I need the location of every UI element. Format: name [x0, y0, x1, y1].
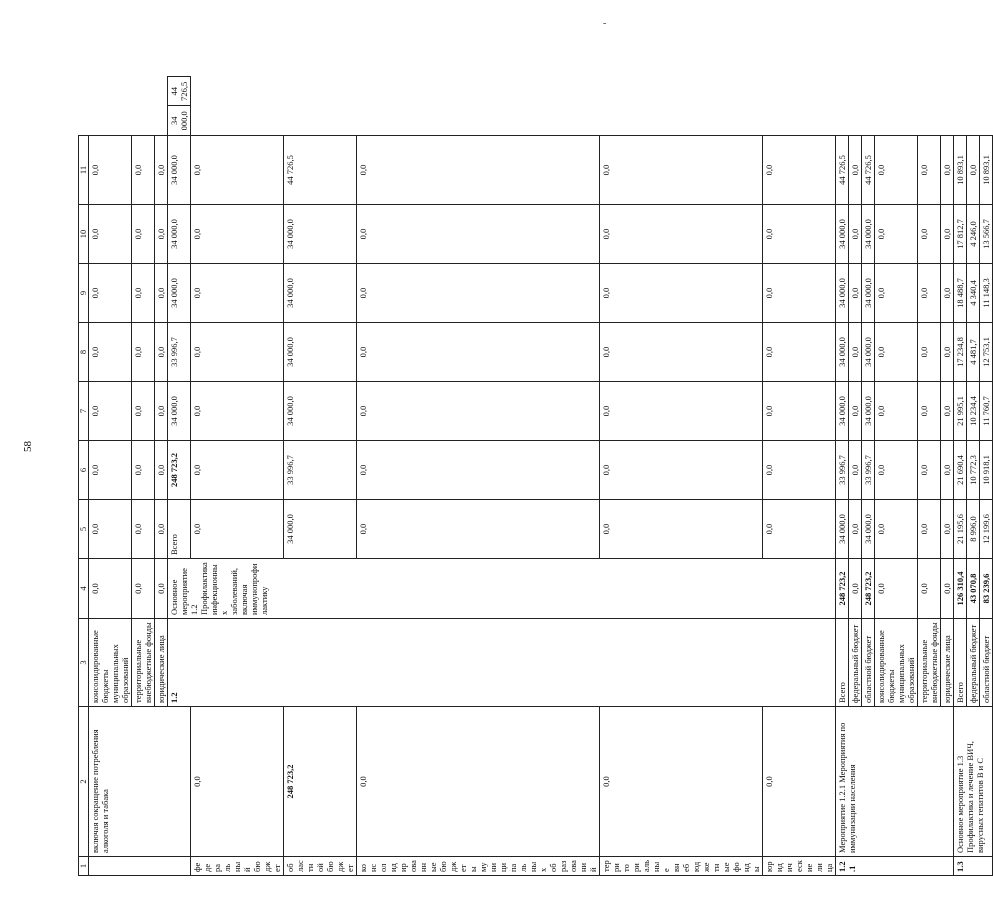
row-code: 1.3 — [954, 857, 993, 876]
value-cell: 0,0 — [89, 500, 132, 559]
value-cell: 34 000,0 — [862, 382, 875, 441]
value-cell: 0,0 — [763, 707, 836, 857]
value-cell: 0,0 — [941, 205, 954, 264]
value-cell: 0,0 — [918, 441, 941, 500]
value-cell: 0,0 — [763, 382, 836, 441]
value-cell: 0,0 — [875, 382, 918, 441]
value-cell: 0,0 — [191, 382, 284, 441]
value-cell: 0,0 — [600, 382, 763, 441]
value-cell: 0,0 — [941, 559, 954, 619]
funding-source: территориальные внебюджетные фонды — [600, 857, 763, 876]
row-code — [89, 857, 191, 876]
value-cell: 33 996,7 — [284, 441, 357, 500]
value-cell: 0,0 — [875, 205, 918, 264]
value-cell: 0,0 — [155, 205, 168, 264]
header-cell: 10 — [79, 205, 89, 264]
funding-source: юридические лица — [155, 619, 168, 707]
value-cell: 0,0 — [191, 500, 284, 559]
funding-source: Всего — [168, 500, 191, 559]
value-cell: 0,0 — [155, 500, 168, 559]
header-cell: 1 — [79, 857, 89, 876]
value-cell: 0,0 — [918, 205, 941, 264]
funding-source: территориальные внебюджетные фонды — [918, 619, 941, 707]
value-cell: 0,0 — [155, 264, 168, 323]
value-cell: 0,0 — [600, 500, 763, 559]
header-cell: 3 — [79, 619, 89, 707]
funding-source: консолидированные бюджеты муниципальных образований — [89, 619, 132, 707]
value-cell: 34 000,0 — [284, 205, 357, 264]
value-cell: 248 723,2 — [284, 707, 357, 857]
value-cell: 0,0 — [849, 205, 862, 264]
value-cell: 44 726,5 — [168, 77, 191, 107]
value-cell: 0,0 — [132, 382, 155, 441]
value-cell: 34 000,0 — [168, 205, 191, 264]
funding-source: федеральный бюджет — [849, 619, 862, 707]
value-cell: 0,0 — [89, 205, 132, 264]
value-cell: 0,0 — [357, 323, 600, 382]
value-cell: 0,0 — [600, 264, 763, 323]
table-row — [836, 77, 849, 876]
funding-source: юридические лица — [763, 857, 836, 876]
rotated-table-container — [78, 76, 991, 876]
value-cell: 21 690,4 — [954, 441, 967, 500]
value-cell: 0,0 — [132, 205, 155, 264]
value-cell: 0,0 — [849, 136, 862, 205]
value-cell: 248 723,2 — [836, 559, 849, 619]
value-cell: 0,0 — [132, 136, 155, 205]
header-cell: 2 — [79, 707, 89, 857]
value-cell: 0,0 — [357, 441, 600, 500]
value-cell: 21 195,6 — [954, 500, 967, 559]
row-code: 1.2.1 — [836, 857, 954, 876]
value-cell: 34 000,0 — [836, 382, 849, 441]
value-cell: 0,0 — [357, 707, 600, 857]
value-cell: 12 199,6 — [980, 500, 993, 559]
value-cell: 0,0 — [849, 500, 862, 559]
table-row — [284, 77, 357, 876]
value-cell: 0,0 — [918, 264, 941, 323]
value-cell: 0,0 — [875, 264, 918, 323]
value-cell: 0,0 — [875, 441, 918, 500]
value-cell: 43 070,8 — [967, 559, 980, 619]
value-cell: 0,0 — [132, 559, 155, 619]
value-cell: 0,0 — [89, 323, 132, 382]
value-cell: 10 893,1 — [980, 136, 993, 205]
value-cell: 34 000,0 — [862, 323, 875, 382]
value-cell: 34 000,0 — [284, 382, 357, 441]
funding-source: консолидированные бюджеты муниципальных образований — [357, 857, 600, 876]
value-cell: 0,0 — [875, 136, 918, 205]
value-cell: 0,0 — [941, 323, 954, 382]
value-cell: 0,0 — [155, 323, 168, 382]
value-cell: 10 234,4 — [967, 382, 980, 441]
funding-source: областной бюджет — [284, 857, 357, 876]
value-cell: 83 239,6 — [980, 559, 993, 619]
value-cell: 0,0 — [941, 441, 954, 500]
header-cell: 8 — [79, 323, 89, 382]
value-cell: 44 726,5 — [862, 136, 875, 205]
table-row — [89, 77, 132, 876]
value-cell: 0,0 — [191, 264, 284, 323]
value-cell: 0,0 — [918, 559, 941, 619]
value-cell: 0,0 — [763, 500, 836, 559]
value-cell: 0,0 — [132, 441, 155, 500]
value-cell: 0,0 — [918, 136, 941, 205]
value-cell: 0,0 — [763, 136, 836, 205]
corner-mark: - — [603, 18, 607, 29]
value-cell: 248 723,2 — [862, 559, 875, 619]
header-cell: 4 — [79, 559, 89, 619]
value-cell: 0,0 — [155, 559, 168, 619]
value-cell: 13 566,7 — [980, 205, 993, 264]
value-cell: 0,0 — [191, 136, 284, 205]
value-cell: 0,0 — [875, 500, 918, 559]
value-cell: 33 996,7 — [168, 323, 191, 382]
value-cell: 34 000,0 — [836, 205, 849, 264]
funding-source: областной бюджет — [980, 619, 993, 707]
value-cell: 34 000,0 — [284, 500, 357, 559]
table-row — [954, 77, 967, 876]
page-number: 58 — [22, 441, 34, 452]
value-cell: 0,0 — [941, 136, 954, 205]
value-cell: 0,0 — [849, 559, 862, 619]
value-cell: 0,0 — [918, 382, 941, 441]
value-cell: 34 000,0 — [168, 106, 191, 136]
value-cell: 4 246,0 — [967, 205, 980, 264]
value-cell: 17 812,7 — [954, 205, 967, 264]
value-cell: 0,0 — [191, 205, 284, 264]
value-cell: 34 000,0 — [836, 264, 849, 323]
value-cell: 0,0 — [89, 136, 132, 205]
budget-table — [78, 76, 993, 876]
value-cell: 34 000,0 — [284, 323, 357, 382]
funding-source: федеральный бюджет — [191, 857, 284, 876]
value-cell: 0,0 — [849, 382, 862, 441]
value-cell: 0,0 — [600, 441, 763, 500]
value-cell: 34 000,0 — [284, 264, 357, 323]
value-cell: 0,0 — [941, 500, 954, 559]
value-cell: 0,0 — [875, 559, 918, 619]
value-cell: 44 726,5 — [836, 136, 849, 205]
value-cell: 0,0 — [132, 264, 155, 323]
value-cell: 33 996,7 — [836, 441, 849, 500]
value-cell: 0,0 — [600, 323, 763, 382]
value-cell: 0,0 — [918, 323, 941, 382]
value-cell: 0,0 — [763, 323, 836, 382]
value-cell: 0,0 — [89, 264, 132, 323]
value-cell: 0,0 — [357, 264, 600, 323]
value-cell: 4 481,7 — [967, 323, 980, 382]
header-cell: 9 — [79, 264, 89, 323]
value-cell: 0,0 — [763, 205, 836, 264]
value-cell: 0,0 — [849, 323, 862, 382]
value-cell: 34 000,0 — [168, 382, 191, 441]
value-cell: 10 918,1 — [980, 441, 993, 500]
table-row — [357, 77, 600, 876]
value-cell: 34 000,0 — [862, 205, 875, 264]
value-cell: 0,0 — [763, 264, 836, 323]
value-cell: 0,0 — [357, 382, 600, 441]
value-cell: 0,0 — [132, 323, 155, 382]
value-cell: 0,0 — [191, 707, 284, 857]
value-cell: 34 000,0 — [168, 136, 191, 205]
value-cell: 0,0 — [89, 382, 132, 441]
value-cell: 4 340,4 — [967, 264, 980, 323]
value-cell: 34 000,0 — [862, 500, 875, 559]
funding-source: территориальные внебюджетные фонды — [132, 619, 155, 707]
header-cell: 5 — [79, 500, 89, 559]
funding-source: Всего — [836, 619, 849, 707]
funding-source: Всего — [954, 619, 967, 707]
row-code: 1.2 — [168, 619, 836, 707]
value-cell: 0,0 — [191, 323, 284, 382]
value-cell: 0,0 — [357, 500, 600, 559]
value-cell: 0,0 — [89, 559, 132, 619]
table-row — [763, 77, 836, 876]
value-cell: 34 000,0 — [836, 500, 849, 559]
value-cell: 0,0 — [918, 500, 941, 559]
table-row — [191, 77, 284, 876]
value-cell: 0,0 — [875, 323, 918, 382]
value-cell: 34 000,0 — [862, 264, 875, 323]
funding-source: консолидированные бюджеты муниципальных образований — [875, 619, 918, 707]
value-cell: 0,0 — [357, 205, 600, 264]
value-cell: 0,0 — [89, 441, 132, 500]
value-cell: 0,0 — [941, 264, 954, 323]
header-cell: 6 — [79, 441, 89, 500]
value-cell: 0,0 — [600, 205, 763, 264]
funding-source: областной бюджет — [862, 619, 875, 707]
funding-source: юридические лица — [941, 619, 954, 707]
value-cell: 34 000,0 — [836, 323, 849, 382]
value-cell: 33 996,7 — [862, 441, 875, 500]
measure-name: Основное мероприятие 1.3 Профилактика и лечение ВИЧ, вирусных гепатитов В и С — [954, 707, 993, 857]
value-cell: 0,0 — [941, 382, 954, 441]
value-cell: 0,0 — [600, 707, 763, 857]
value-cell: 0,0 — [600, 136, 763, 205]
value-cell: 0,0 — [763, 441, 836, 500]
value-cell: 0,0 — [191, 441, 284, 500]
value-cell: 0,0 — [849, 264, 862, 323]
value-cell: 248 723,2 — [168, 441, 191, 500]
value-cell: 18 488,7 — [954, 264, 967, 323]
funding-source: федеральный бюджет — [967, 619, 980, 707]
measure-name: Мероприятие 1.2.1 Мероприятия по иммунизации населения — [836, 707, 954, 857]
value-cell: 34 000,0 — [168, 264, 191, 323]
value-cell: 126 310,4 — [954, 559, 967, 619]
value-cell: 44 726,5 — [284, 136, 357, 205]
value-cell: 21 995,1 — [954, 382, 967, 441]
value-cell: 12 753,1 — [980, 323, 993, 382]
value-cell: 0,0 — [155, 382, 168, 441]
table-row — [600, 77, 763, 876]
value-cell: 0,0 — [357, 136, 600, 205]
value-cell: 0,0 — [155, 136, 168, 205]
header-cell: 7 — [79, 382, 89, 441]
value-cell: 11 148,3 — [980, 264, 993, 323]
value-cell: 8 996,0 — [967, 500, 980, 559]
value-cell: 17 234,8 — [954, 323, 967, 382]
value-cell: 0,0 — [155, 441, 168, 500]
measure-name: Основное мероприятие 1.2 Профилактика инфекционных заболеваний, включая иммунопрофилактику — [168, 559, 836, 619]
header-cell: 11 — [79, 136, 89, 205]
value-cell: 0,0 — [132, 500, 155, 559]
value-cell: 0,0 — [849, 441, 862, 500]
value-cell: 11 760,7 — [980, 382, 993, 441]
value-cell: 10 893,1 — [954, 136, 967, 205]
value-cell: 0,0 — [967, 136, 980, 205]
value-cell: 10 772,3 — [967, 441, 980, 500]
measure-name: включая сокращение потребления алкоголя и табака — [89, 707, 191, 857]
header-row — [79, 77, 89, 876]
